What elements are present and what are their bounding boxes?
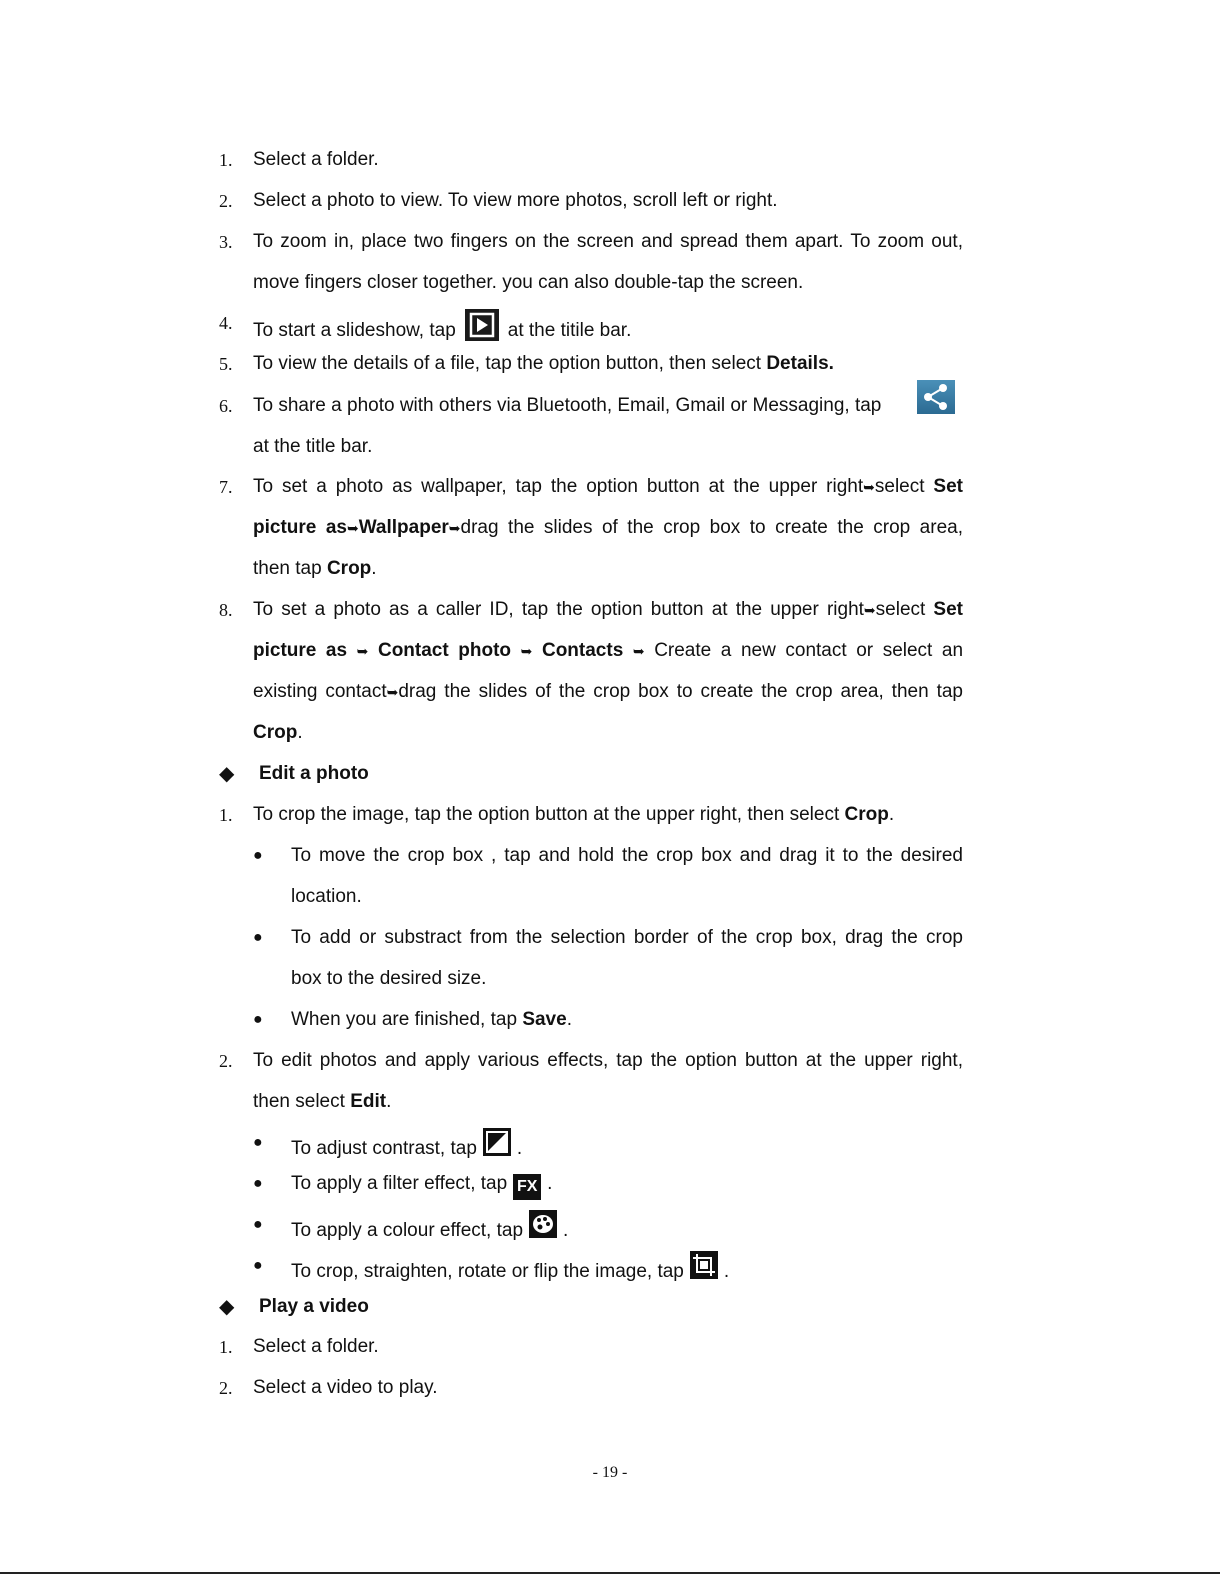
list-item-continued — [0, 513, 1220, 543]
list-item-continued — [0, 1087, 1220, 1117]
bullet-item — [0, 1005, 1220, 1035]
section-heading-edit-photo — [0, 759, 1220, 789]
bullet-item-continued — [0, 882, 1220, 912]
bullet-dot-icon: ● — [253, 847, 263, 864]
bullet-text: To crop, straighten, rotate or flip the image, tap . — [291, 1251, 729, 1289]
bullet-item-continued — [0, 964, 1220, 994]
contrast-icon — [483, 1128, 511, 1166]
step-number: 2. — [219, 191, 233, 211]
list-item-continued — [0, 554, 1220, 584]
list-item-continued — [0, 268, 1220, 298]
step-text: To start a slideshow, tap at the titile bar. — [253, 308, 631, 352]
step-text: picture as➥Wallpaper➥drag the slides of the crop box to create the crop area, — [253, 517, 963, 538]
list-item-continued — [0, 677, 1220, 707]
fx-filter-icon: FX — [513, 1174, 541, 1200]
colour-palette-icon — [529, 1210, 557, 1248]
list-item — [0, 800, 1220, 830]
list-item — [0, 472, 1220, 502]
bullet-text: box to the desired size. — [291, 968, 487, 989]
diamond-bullet-icon: ◆ — [219, 763, 235, 785]
step-text: To crop the image, tap the option button at the upper right, then select Crop. — [253, 804, 895, 825]
bullet-dot-icon: ● — [253, 929, 263, 946]
bullet-item — [0, 1169, 1220, 1199]
step-number: 2. — [219, 1051, 233, 1071]
step-number: 7. — [219, 477, 233, 497]
step-text: Select a photo to view. To view more photos, scroll left or right. — [253, 190, 778, 211]
step-text: Crop. — [253, 722, 303, 743]
list-item — [0, 1373, 1220, 1403]
section-heading-play-video — [0, 1292, 1220, 1322]
crop-rotate-icon — [690, 1251, 718, 1289]
bullet-item — [0, 1128, 1220, 1158]
step-number: 3. — [219, 232, 233, 252]
step-text: Select a video to play. — [253, 1377, 438, 1398]
step-text: To view the details of a file, tap the option button, then select Details. — [253, 353, 834, 374]
list-item — [0, 391, 1220, 421]
step-text: To zoom in, place two fingers on the screen and spread them apart. To zoom out, — [253, 231, 963, 252]
section-title: Play a video — [259, 1296, 369, 1317]
list-item — [0, 1332, 1220, 1362]
step-text: then select Edit. — [253, 1091, 392, 1112]
step-text: Select a folder. — [253, 1336, 379, 1357]
list-item — [0, 349, 1220, 379]
step-text: at the title bar. — [253, 436, 373, 457]
bullet-dot-icon: ● — [253, 1175, 263, 1192]
bullet-dot-icon: ● — [253, 1134, 263, 1151]
step-text: To set a photo as wallpaper, tap the option button at the upper right➥select Set — [253, 476, 963, 497]
bullet-text: To apply a filter effect, tap FX . — [291, 1169, 552, 1200]
list-item — [0, 145, 1220, 175]
step-text: To edit photos and apply various effects, tap the option button at the upper right, — [253, 1050, 963, 1071]
bullet-item — [0, 923, 1220, 953]
step-text: picture as ➥ Contact photo ➥ Contacts ➥ Create a new contact or select an — [253, 640, 964, 661]
step-text: move fingers closer together. you can also double-tap the screen. — [253, 272, 804, 293]
list-item — [0, 308, 1220, 341]
step-text: then tap Crop. — [253, 558, 377, 579]
list-item — [0, 186, 1220, 216]
list-item-continued — [0, 636, 1220, 666]
list-item-continued — [0, 432, 1220, 462]
step-number: 8. — [219, 600, 233, 620]
step-number: 1. — [219, 150, 233, 170]
bullet-item — [0, 841, 1220, 871]
bullet-dot-icon: ● — [253, 1011, 263, 1028]
step-number: 2. — [219, 1378, 233, 1398]
page-bottom-rule — [0, 1572, 1220, 1574]
bullet-item — [0, 1210, 1220, 1240]
section-title: Edit a photo — [259, 763, 369, 784]
bullet-dot-icon: ● — [253, 1257, 263, 1274]
list-item — [0, 227, 1220, 257]
diamond-bullet-icon: ◆ — [219, 1296, 235, 1318]
step-text: To share a photo with others via Bluetooth, Email, Gmail or Messaging, tap — [253, 395, 882, 416]
step-number: 1. — [219, 805, 233, 825]
bullet-item — [0, 1251, 1220, 1281]
list-item — [0, 1046, 1220, 1076]
bullet-text: To adjust contrast, tap . — [291, 1128, 522, 1166]
play-slideshow-icon — [464, 308, 500, 352]
bullet-text: To apply a colour effect, tap . — [291, 1210, 568, 1248]
bullet-text: To move the crop box , tap and hold the crop box and drag it to the desired — [291, 845, 963, 866]
step-number: 4. — [219, 313, 233, 333]
step-text: Select a folder. — [253, 149, 379, 170]
step-text: To set a photo as a caller ID, tap the option button at the upper right➥select Set — [253, 599, 963, 620]
bullet-text: location. — [291, 886, 362, 907]
list-item — [0, 595, 1220, 625]
bullet-text: When you are finished, tap Save. — [291, 1009, 572, 1030]
page-number: - 19 - — [592, 1464, 628, 1481]
step-number: 1. — [219, 1337, 233, 1357]
bullet-text: To add or substract from the selection border of the crop box, drag the crop — [291, 927, 963, 948]
step-number: 5. — [219, 354, 233, 374]
bullet-dot-icon: ● — [253, 1216, 263, 1233]
step-text: existing contact➥drag the slides of the crop box to create the crop area, then tap — [253, 681, 963, 702]
list-item-continued — [0, 718, 1220, 748]
share-icon — [916, 379, 956, 425]
step-number: 6. — [219, 396, 233, 416]
